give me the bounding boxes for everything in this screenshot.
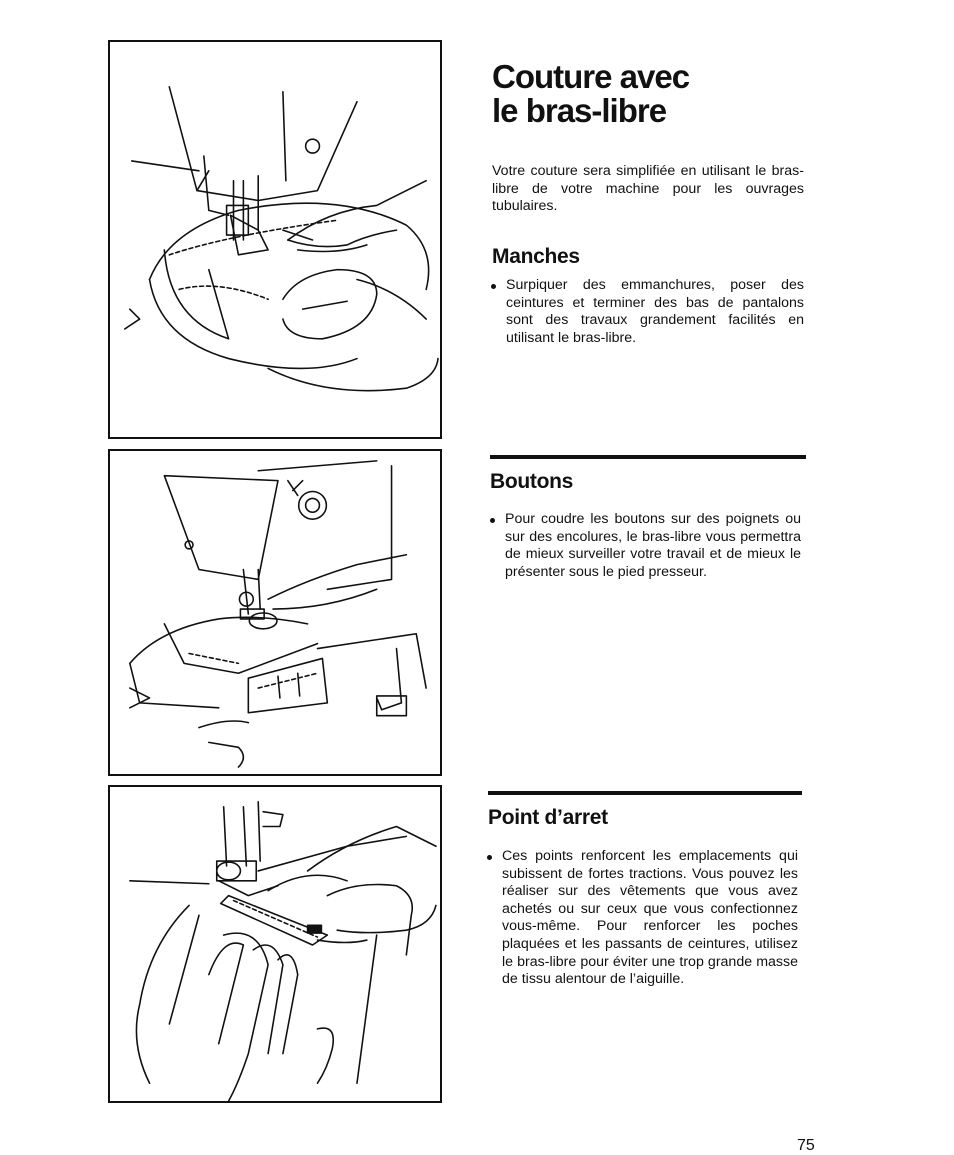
boutons-list — [489, 511, 801, 581]
section-heading-point-arret: Point d’arret — [488, 806, 608, 829]
manches-list — [490, 277, 804, 347]
title-line-2: le bras-libre — [492, 92, 667, 129]
illustration-buttons-cuff — [108, 449, 442, 776]
page-title — [492, 60, 689, 128]
title-line-1: Couture avec — [492, 58, 690, 95]
intro-paragraph: Votre couture sera simplifiée en utilisant le bras-libre de votre machine pour les ouvrages tubulaires. — [492, 163, 804, 215]
list-item: Ces points renforcent les emplacements qui subissent de fortes tractions. Vous pouvez les réaliser sur des vêtements que vous avez achetés ou sur ceux que vous confectionnez vous-même. Pour renforcer les poches plaquées et les passants de ceintures, utilisez le bras-libre pour éviter une trop grande masse de tissu alentour de l’aiguille. — [486, 848, 798, 989]
section-heading-boutons: Boutons — [490, 470, 574, 493]
list-item: Surpiquer des emmanchures, poser des ceintures et terminer des bas de pantalons sont des travaux grandement facilités en utilisant le bras-libre. — [490, 277, 804, 347]
section-divider — [488, 791, 802, 795]
illustration-bar-tack — [108, 785, 442, 1103]
list-item: Pour coudre les boutons sur des poignets ou sur des encolures, le bras-libre vous permettra de mieux surveiller votre travail et de mieux le présenter sous le pied presseur. — [489, 511, 801, 581]
illustration-sleeve-free-arm — [108, 40, 442, 439]
page-number: 75 — [797, 1137, 815, 1154]
point-arret-list — [486, 848, 798, 989]
section-divider — [490, 455, 806, 459]
section-heading-manches: Manches — [492, 245, 580, 268]
